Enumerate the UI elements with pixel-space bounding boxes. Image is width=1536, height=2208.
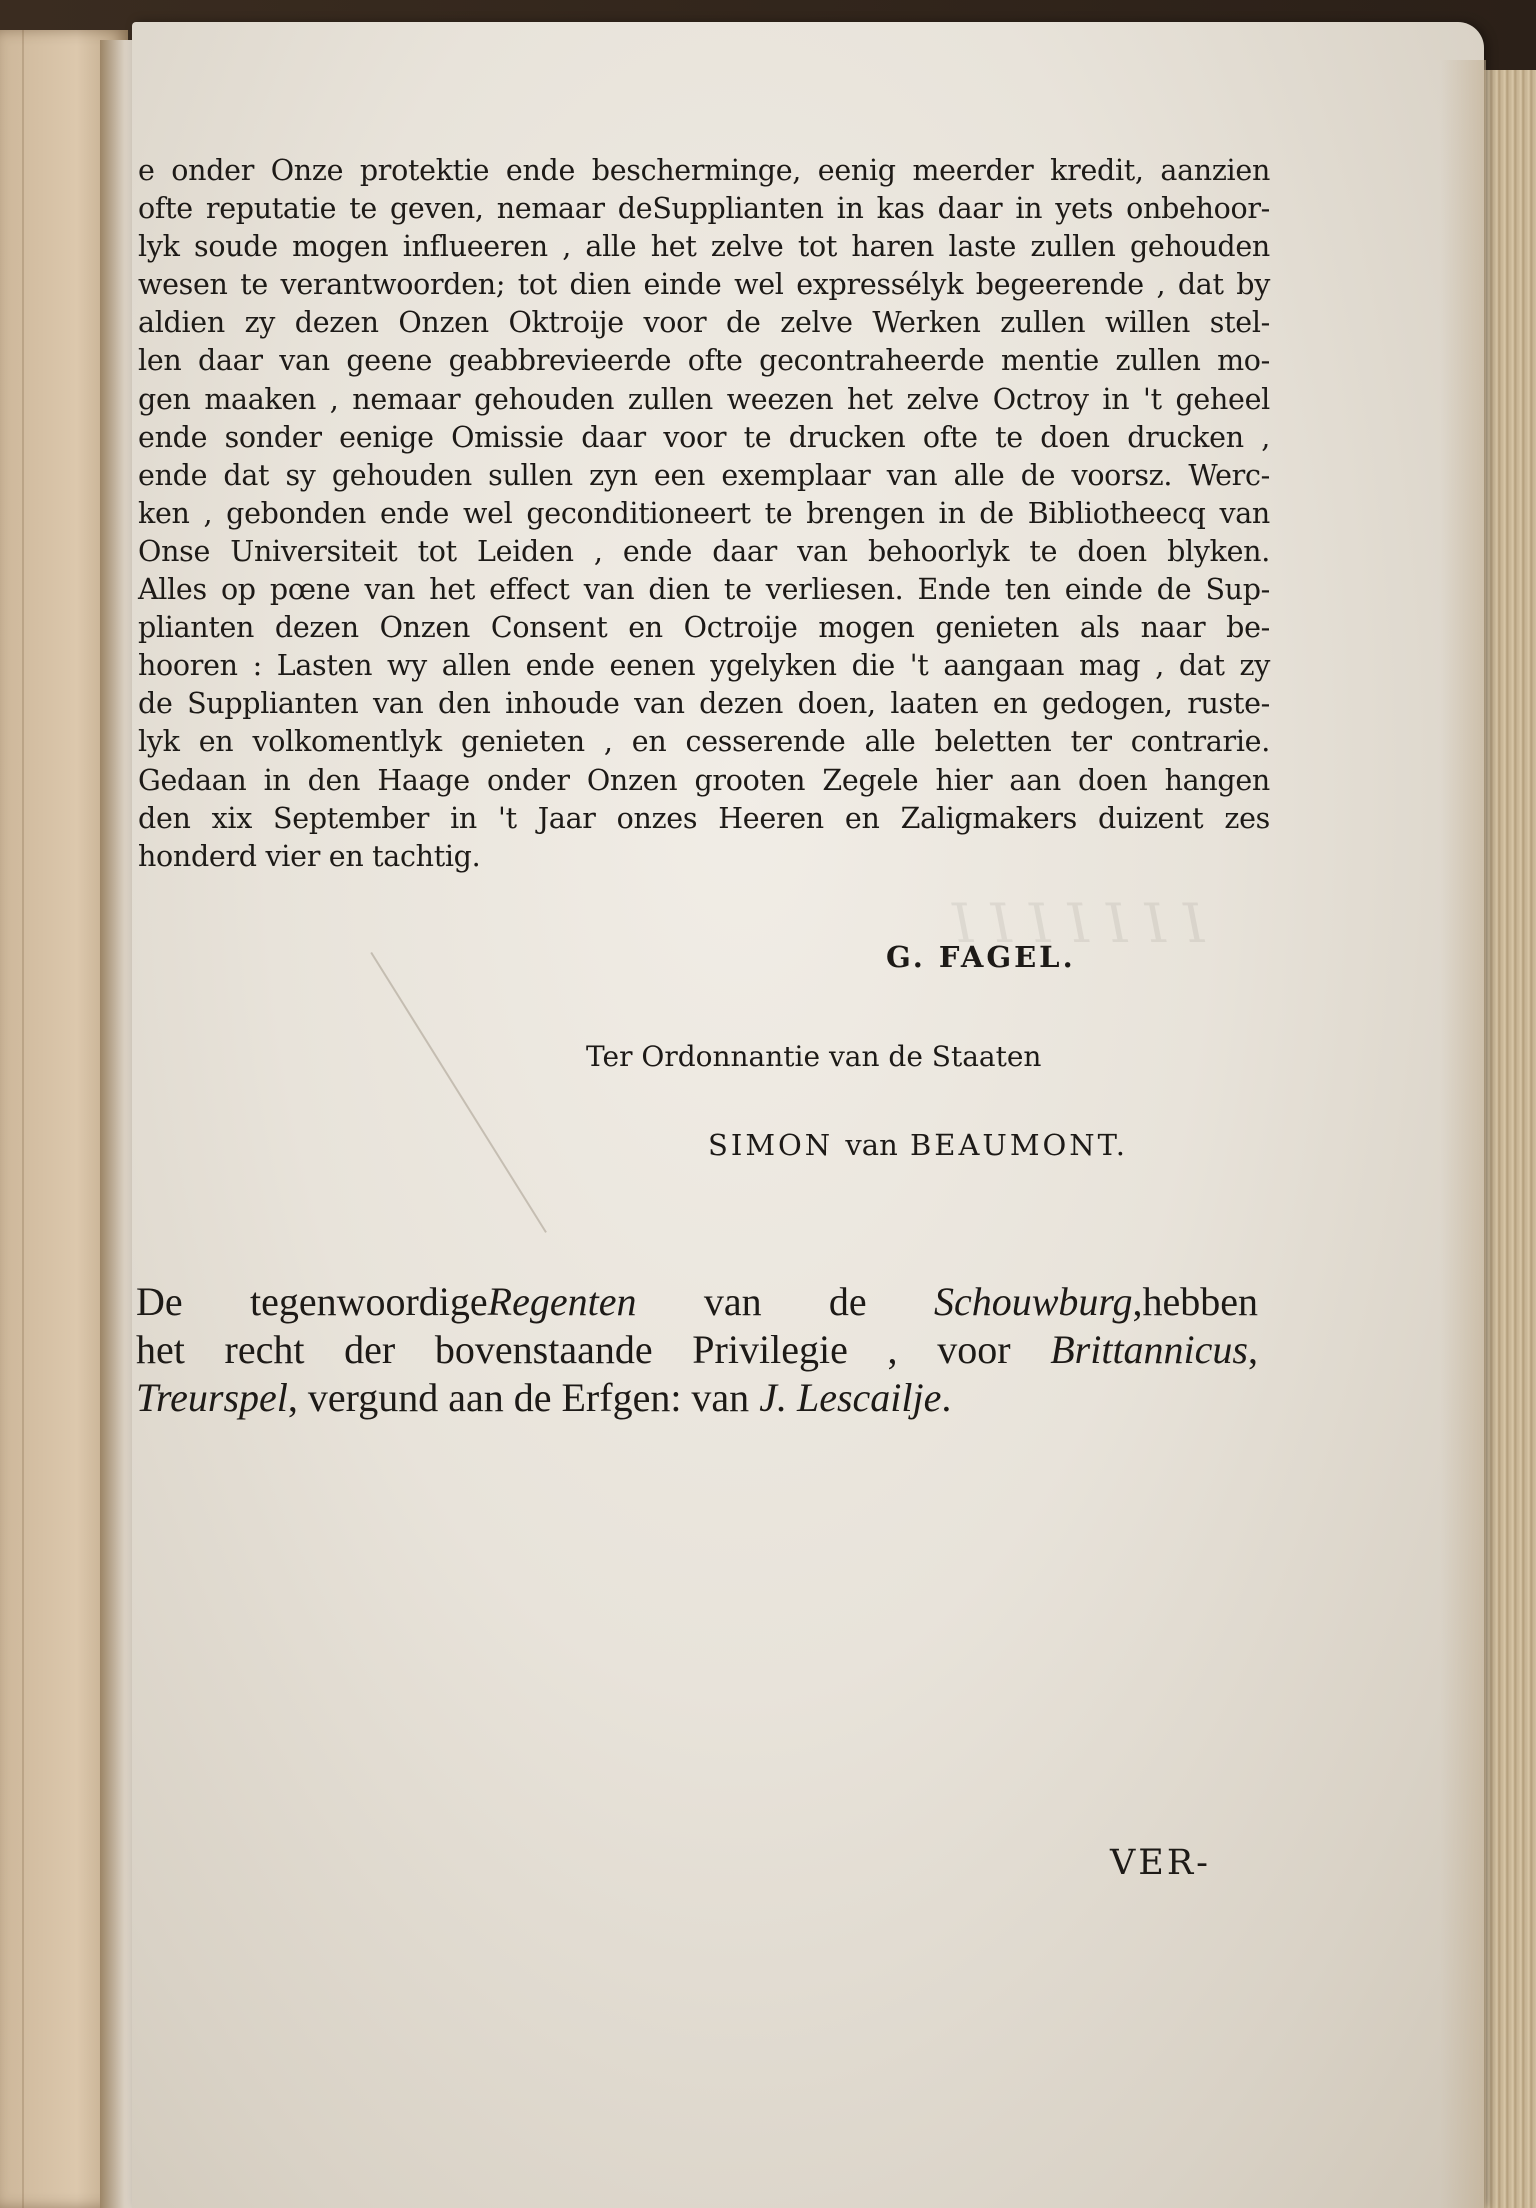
notice-italic-brittannicus: Brittannicus (1050, 1327, 1248, 1372)
text-line: plianten dezen Onzen Consent en Octroije mogen genieten als naar be- (138, 611, 1270, 645)
text-line: lyk soude mogen influeeren , alle het zelve tot haren laste zullen gehouden (138, 230, 1270, 264)
text-line: wesen te verantwoorden; tot dien einde wel expressélyk begeerende , dat by (138, 268, 1270, 302)
regenten-notice (136, 1278, 1258, 1422)
text-line: e onder Onze protektie ende beschermingе, eenig meerder kredit, aanzien (138, 154, 1270, 187)
page-edge-shadow (1440, 60, 1486, 2208)
signature-particle: van (845, 1128, 898, 1162)
text-line: ende dat sy gehouden sullen zyn een exemplaar van alle de voorsz. Werc- (138, 458, 1270, 492)
text-line: ken , gebonden ende wel geconditioneert te brengen in de Bibliotheecq van (138, 496, 1270, 530)
notice-line (136, 1374, 1136, 1422)
signature-ordonnantie: Ter Ordonnantie van de Staaten (586, 1040, 1042, 1073)
signature-given-name: SIMON (708, 1128, 834, 1162)
text-line: Gedaan in den Haage onder Onzen grooten Zegele hier aan doen hangen (138, 763, 1270, 797)
notice-italic-schouwburg: Schouwburg (933, 1279, 1133, 1324)
notice-italic-lescailje: J. Lescailje (759, 1375, 942, 1420)
text-line: gen maaken , nemaar gehouden zullen weezen het zelve Octroy in 't geheel (138, 382, 1270, 416)
text-line: de Supplianten van den inhoude van dezen doen, laaten en gedogen, ruste- (138, 687, 1270, 721)
page-stack-edge (1478, 70, 1536, 2208)
signature-surname: BEAUMONT. (909, 1128, 1128, 1162)
text-line: den xix September in 't Jaar onzes Heeren en Zaligmakers duizent zes (138, 801, 1270, 835)
text-line: Alles op pœne van het effect van dien te verliesen. Ende ten einde de Sup- (138, 573, 1270, 607)
text-line: Onse Universiteit tot Leiden , ende daar van behoorlyk te doen blyken. (138, 534, 1270, 568)
text-line: lyk en volkomentlyk genieten , en cesserende alle beletten ter contrarie. (138, 725, 1270, 759)
notice-text: , vergund aan de Erfgen: van (287, 1375, 750, 1420)
text-line: aldien zy dezen Onzen Oktroije voor de zelve Werken zullen willen stel- (138, 306, 1270, 340)
show-through-reverse: I I I I I I I (952, 892, 1205, 955)
notice-text: . (941, 1375, 952, 1420)
text-line: hooren : Lasten wy allen ende eenen ygelyken die 't aangaan mag , dat zy (138, 649, 1270, 683)
notice-text: , (1248, 1327, 1258, 1372)
text-line: ende sonder eenige Omissie daar voor te drucken ofte te doen drucken , (138, 420, 1270, 454)
notice-italic-regenten: Regenten (487, 1279, 637, 1324)
notice-italic-treurspel: Treurspel (136, 1375, 288, 1420)
signature-fagel: G. FAGEL. (886, 940, 1076, 974)
catchword: VER- (1110, 1843, 1212, 1883)
notice-text: ,hebben (1132, 1279, 1259, 1324)
signature-beaumont (708, 1128, 1128, 1162)
notice-text: van de (703, 1279, 867, 1324)
notice-text: het recht der bovenstaande Privilegie , voor (136, 1327, 1011, 1372)
text-line: len daar van geene geabbrevieerde ofte gecontraheerde mentie zullen mo- (138, 344, 1270, 378)
privilege-text (138, 152, 1270, 876)
notice-line (136, 1326, 1258, 1374)
text-line: honderd vier en tachtig. (138, 839, 481, 873)
notice-text: De tegenwoordige (136, 1279, 488, 1324)
text-line: ofte reputatie te geven, nemaar deSupplianten in kas daar in yets onbehoor- (138, 192, 1270, 226)
notice-line (136, 1278, 1258, 1326)
paper-crease (370, 952, 547, 1233)
